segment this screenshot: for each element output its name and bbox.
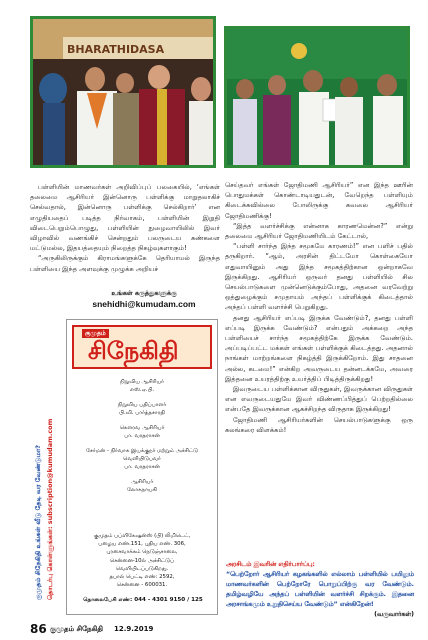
masthead-title: சிநேகிதி — [88, 336, 179, 365]
credit-entry — [72, 378, 212, 394]
credit-name: லோகநாயகி — [127, 487, 157, 493]
address-line: புரசைவாக்கம் நெடுஞ்சாலை, — [106, 549, 178, 556]
address-line: வெளியிடப்படுகிறது. — [115, 565, 169, 572]
address-line: குமுதம் பப்ளிகேஷன்ஸ் (பி) லிமிடெட், — [93, 533, 191, 539]
phone-number: தொலைபேசி எண்: 044 - 4301 9150 / 125 — [83, 597, 203, 603]
expectation-text: “பெற்றோர் ஆசிரியர் கழகங்களில் எல்லாம் பள்ளியில் பயிலும் மாணவர்களின் பெற்றோரே பொறுப்பிற்கு வர வேண்டும். தமிழ்வழியே அந்தப் பள்ளியின் வளர்ச்சி சிறக்கும். இதனை அரசாங்கமும் உறுதிசெய்ய வேண்டும்” என்கிறேன்! — [226, 571, 414, 608]
right-paragraph-6: ஜோதிமணி ஆசிரியர்களின் செயல்பாடுகளுக்கு ஒரு கலங்கரை விளக்கம்! — [225, 415, 413, 434]
page-footer — [30, 622, 414, 636]
credit-entry — [72, 478, 212, 494]
credit-name: பி.வி. பார்த்தசாரதி — [119, 410, 165, 416]
address-line: பழைய எண்.151, புதிய எண். 306, — [98, 541, 186, 548]
credit-role: ஆசிரியர் — [130, 479, 154, 485]
subscription-strip-line-2: தொடர்பு கொள்ளுங்கள்: subscription@kumudam.com — [46, 418, 54, 600]
credit-role: கௌரவ ஆசிரியர் — [119, 425, 165, 431]
banner-text: BHARATHIDASA — [67, 43, 165, 56]
masthead-small-label: குமுதம் — [82, 329, 109, 338]
left-paragraph-1: பள்ளியின் மாணவர்கள் அறிவிப்புப் பலகையில், ‘எங்கள் தலைமை ஆசிரியர் இன்னொரு பள்ளிக்கு மாறுதலாகிச் செல்வதால், இன்னொரு பள்ளிக்கு செல்கிறார்’ என எழுதியதைப் படித்த நிர்வாகம், பள்ளியின் இறுதி விடைபெறும்பொழுது, பள்ளியின் நுழைவாயிலில் இவர் விழாவில் வணங்கிச் சென்றதும் பலருடைய கண்களை மட்டுமல்ல, இதயத்தையும் நிறைத்த நிகழ்வுகளாகும்! — [30, 183, 220, 253]
credit-name: எஸ்.ஏ.பி. — [129, 387, 155, 393]
credits-list — [72, 378, 212, 494]
footer-magazine-name: குமுதம் சிநேகிதி — [50, 625, 103, 633]
subscription-strip-line-1: குமுதம் சிநேகிதி உங்கள் வீடு தேடி வர வேண்டுமா? — [34, 444, 42, 600]
contact-box — [68, 288, 220, 318]
expectation-title: அரசிடம் இவரின் எதிர்பார்ப்பு: — [226, 561, 315, 568]
right-paragraph-3: “பள்ளி சார்ந்த இந்த சமூகமே காரணம்!” என பளிச் பதில் தருகிறார். “ஆம், அரசின் திட்டமோ கொள்கையோ எதுவாயினும் அது இந்த சமூகத்திற்கான ஒன்றாகவே இருக்கிறது. ஆசிரியர் ஒருவர் தனது பள்ளியில் சில செயல்பாடுகளை முன்னெடுக்கும்போது, அதனை வரவேற்று ஒத்துழைக்கும் சமுதாயம் அந்தப் பள்ளிக்குக் கிடைத்தால் அந்தப் பள்ளி வளர்ச்சி பெறுகிறது. — [225, 242, 413, 312]
credit-entry — [72, 447, 212, 471]
credit-entry — [72, 401, 212, 417]
footer-date: 12.9.2019 — [114, 625, 154, 633]
credit-role: நிறுவிய பதிப்பாளர் — [117, 402, 167, 408]
address-line: சென்னை-10ல் அச்சிட்டுப் — [109, 557, 175, 564]
page-number: 86 — [30, 622, 47, 636]
masthead-logo — [72, 325, 212, 369]
credit-role: சேர்மன் - நிர்வாக இயக்குநர் மற்றும் அச்சிட்டு வெளியிடுபவர் — [86, 448, 198, 462]
right-paragraph-1: செய்தவர் எங்கள் ஜோதிமணி ஆசிரியர்” என இந்த ஊரின் பொதுமக்கள் கொண்டாடியதுடன், வேறெந்த பள்ளியும் கிடைக்கவில்லை போலிருக்கு கவலை ஆசிரியர் ஜோதிமணிக்கு! — [225, 181, 413, 220]
ceremony-scene-image — [33, 19, 213, 165]
right-paragraph-2: “இத்த வளர்ச்சிக்கு என்னாக காரணமென்ன?” என்று தலைமை ஆசிரியர் ஜோதிமணியிடம் கேட்டால், — [225, 221, 413, 241]
contact-heading: உங்கள் கருத்துகளுக்கு — [111, 289, 177, 297]
left-paragraph-2: “அருகிலிருக்கும் கிராமங்களுக்கே தெரியாமல் இருந்த பள்ளியை இந்த அளவுக்கு முழுக்க அறியச் — [30, 254, 220, 273]
byline: (வருவார்கள்) — [374, 611, 414, 618]
stage-scene-image — [227, 29, 407, 165]
address-line: தபால் பெட்டி எண்: 2592, — [109, 574, 175, 581]
publisher-address — [72, 532, 212, 589]
left-column-text — [30, 182, 220, 274]
right-column-text — [225, 180, 413, 435]
award-ceremony-photo-right — [224, 26, 410, 168]
address-line: சென்னை - 600031. — [116, 582, 168, 589]
right-paragraph-5: இவருடைய பள்ளிக்கான விருதுகள், இவருக்கான விருதுகள் என எவருடையதுமே இவர் விண்ணப்பித்துப் பெற்றதில்லை என்பதே இவருக்கான ஆகச்சிறந்த விருதாக இருக்கிறது! — [225, 385, 413, 414]
contact-email-link[interactable]: snehidhi@kumudam.com — [92, 299, 196, 309]
award-ceremony-photo-left — [30, 16, 216, 168]
credit-entry — [72, 424, 212, 440]
credit-name: பா. வரதராசன் — [124, 433, 160, 439]
government-expectation-box — [226, 560, 414, 620]
right-paragraph-4: தனது ஆசிரியர் எப்படி இருக்க வேண்டும்?, தனது பள்ளி எப்படி இருக்க வேண்டும்? என்பதும் அக்கறை அந்த பள்ளியைச் சார்ந்த சமூகத்திற்கே இருக்க வேண்டும். அப்படிப்பட்ட மக்கள் எங்கள் பள்ளிக்குக் கிடைத்தது. அதனால் நாங்கள் மாற்றங்களை நிகழ்த்தி இருக்கிறோம். இது சாதனை அல்ல, கடமை!” என்கிற அவருடைய தன்னடக்கமே, அவரை இத்தனை உயரத்திற்கு உயர்த்திப் பிடித்திருக்கிறது! — [225, 313, 413, 383]
credit-role: நிறுவிய ஆசிரியர் — [120, 379, 164, 385]
credit-name: பா. வரதராசன் — [124, 464, 160, 470]
